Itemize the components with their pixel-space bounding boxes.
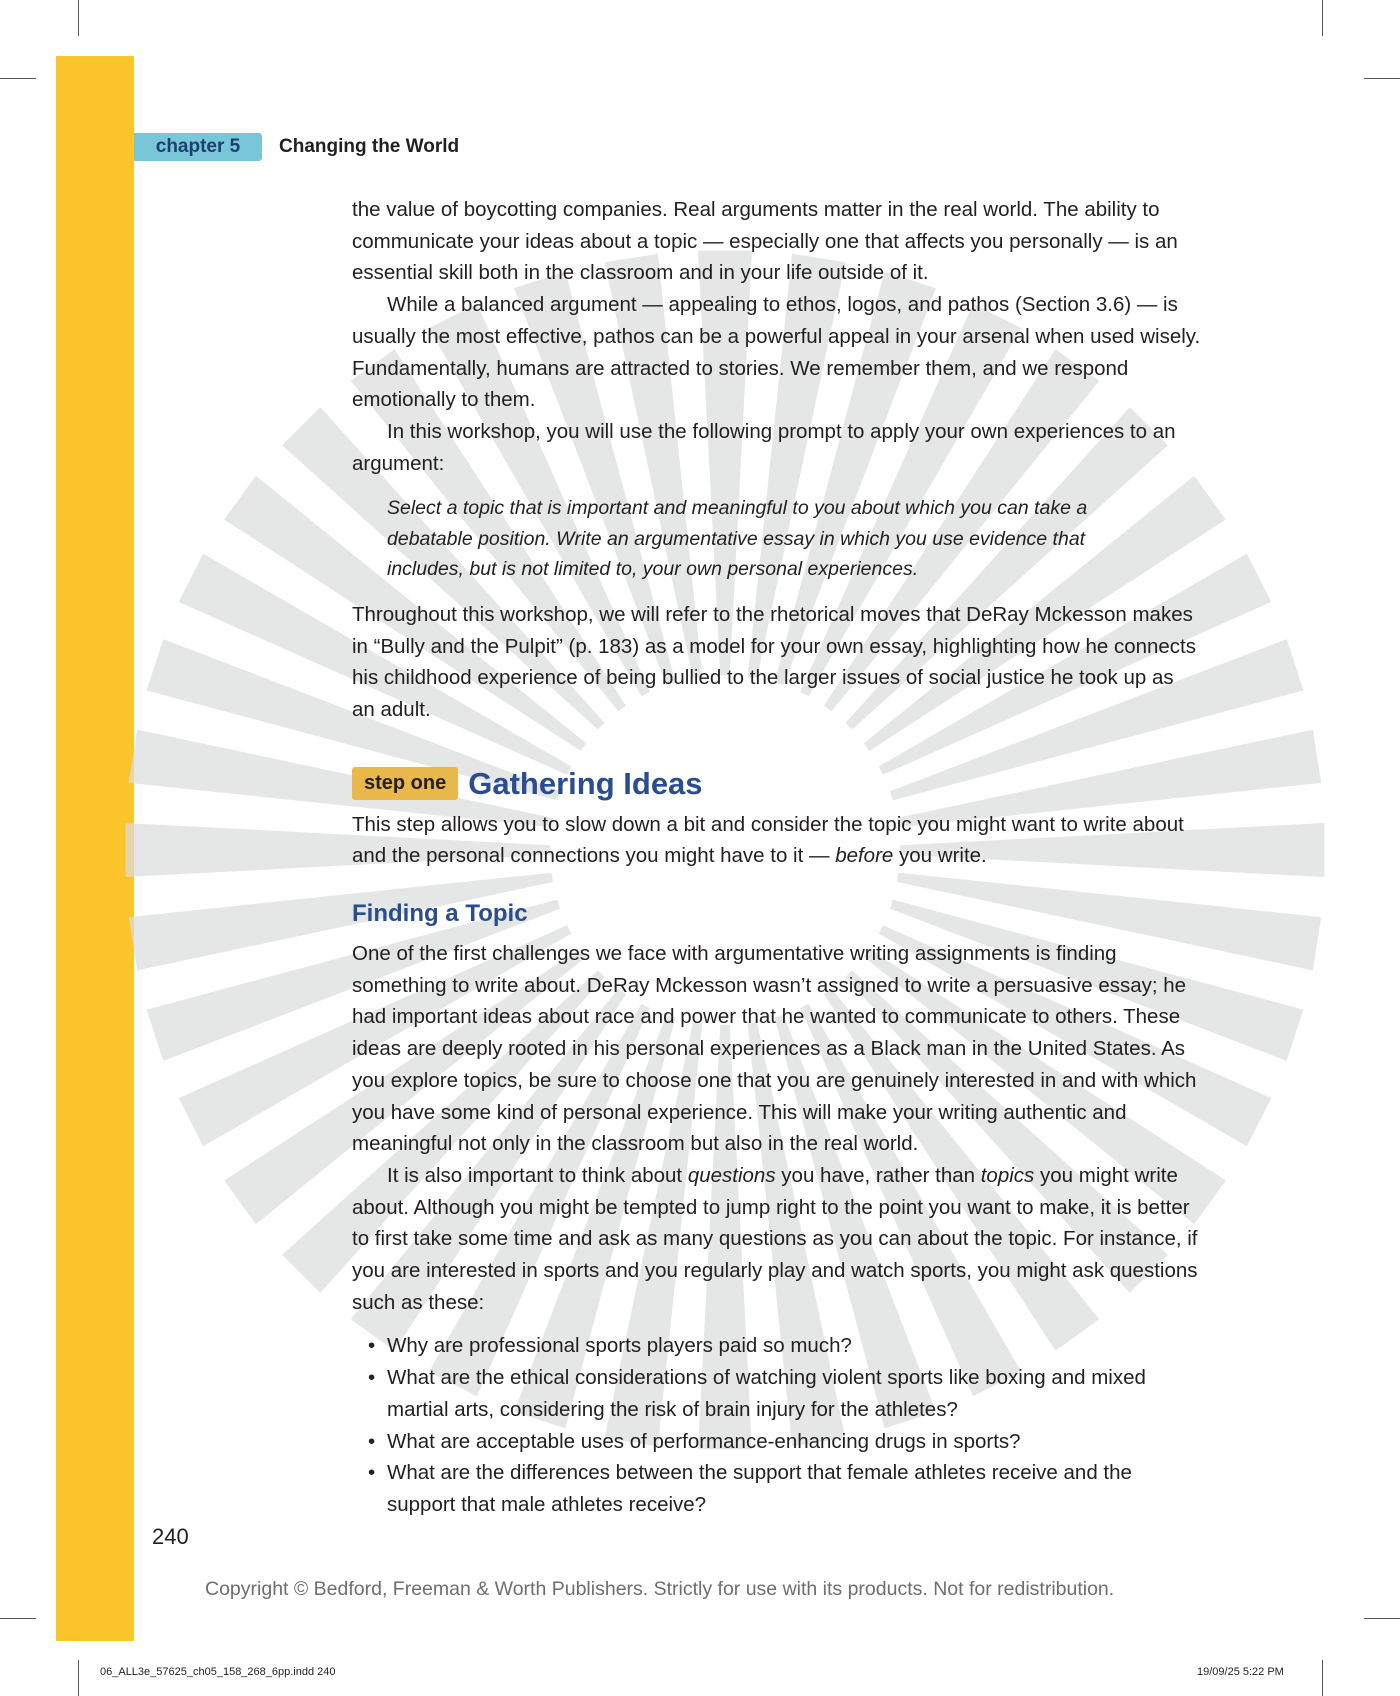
copyright-notice: Copyright © Bedford, Freeman & Worth Publishers. Strictly for use with its products. Not for redistribution. — [205, 1578, 1115, 1600]
step-title: Gathering Ideas — [468, 765, 703, 801]
list-item: • Why are professional sports players paid so much? — [387, 1330, 1202, 1362]
print-slug-file: 06_ALL3e_57625_ch05_158_268_6pp.indd 240 — [100, 1666, 336, 1678]
chapter-title: Changing the World — [279, 136, 460, 157]
print-slug-date: 19/09/25 5:22 PM — [1197, 1666, 1284, 1678]
step-heading — [352, 763, 1202, 805]
body-paragraph: the value of boycotting companies. Real arguments matter in the real world. The ability to communicate your ideas about a topic — especially one that affects you personally — is an essential skill both in the classroom and in your life outside of it. — [352, 198, 1178, 285]
page-number: 240 — [152, 1524, 189, 1549]
list-item: • What are acceptable uses of performance-enhancing drugs in sports? — [387, 1426, 1202, 1458]
body-paragraph: One of the first challenges we face with argumentative writing assignments is finding something to write about. DeRay Mckesson wasn’t assigned to write a persuasive essay; he had important ideas about race and power that he wanted to communicate to others. These ideas are deeply rooted in his personal experiences as a Black man in the United States. As you explore topics, be sure to choose one that you are genuinely interested in and with which you have some kind of personal experience. This will make your writing authentic and meaningful not only in the classroom but also in the real world. — [352, 942, 1197, 1156]
para-emphasis: questions — [687, 1163, 776, 1187]
para-text: you have, rather than — [775, 1163, 981, 1187]
body-paragraph — [352, 1160, 1202, 1319]
list-item: • What are the differences between the support that female athletes receive and the support that male athletes receive? — [387, 1457, 1202, 1520]
chapter-tab: chapter 5 — [134, 133, 262, 161]
step-intro-text: This step allows you to slow down a bit and consider the topic you might want to write about and the personal connections you might have to it — — [352, 812, 1184, 868]
step-intro — [352, 809, 1202, 872]
step-badge: step one — [352, 767, 458, 800]
para-emphasis: topics — [980, 1163, 1035, 1187]
writing-prompt: Select a topic that is important and meaningful to you about which you can take a debatable position. Write an argumentative essay in which you use evidence that includes, but is not limited to, your own personal experiences. — [387, 497, 1088, 581]
section-heading: Finding a Topic — [352, 900, 528, 928]
list-item: • What are the ethical considerations of watching violent sports like boxing and mixed martial arts, considering the risk of brain injury for the athletes? — [387, 1362, 1202, 1425]
step-intro-emphasis: before — [835, 844, 894, 868]
body-paragraph: In this workshop, you will use the following prompt to apply your own experiences to an argument: — [352, 419, 1176, 475]
body-paragraph: While a balanced argument — appealing to ethos, logos, and pathos (Section 3.6) — is usually the most effective, pathos can be a powerful appeal in your arsenal when used wisely. Fundamentally, humans are attracted to stories. We remember them, and we respond emotionally to them. — [352, 293, 1201, 412]
page-content — [352, 194, 1202, 1521]
para-text: you might write about. Although you might be tempted to jump right to the point you want to make, it is better to first take some time and ask as many questions as you can about the topic. For instance, if you are interested in sports and you regularly play and watch sports, you might ask questions such as these: — [352, 1163, 1198, 1314]
step-intro-text: you write. — [893, 844, 987, 868]
para-text: It is also important to think about — [387, 1163, 688, 1187]
question-list — [352, 1330, 1202, 1520]
body-paragraph: Throughout this workshop, we will refer to the rhetorical moves that DeRay Mckesson makes in “Bully and the Pulpit” (p. 183) as a model for your own essay, highlighting how he connects his childhood experience of being bullied to the larger issues of social justice he took up as an adult. — [352, 602, 1197, 721]
